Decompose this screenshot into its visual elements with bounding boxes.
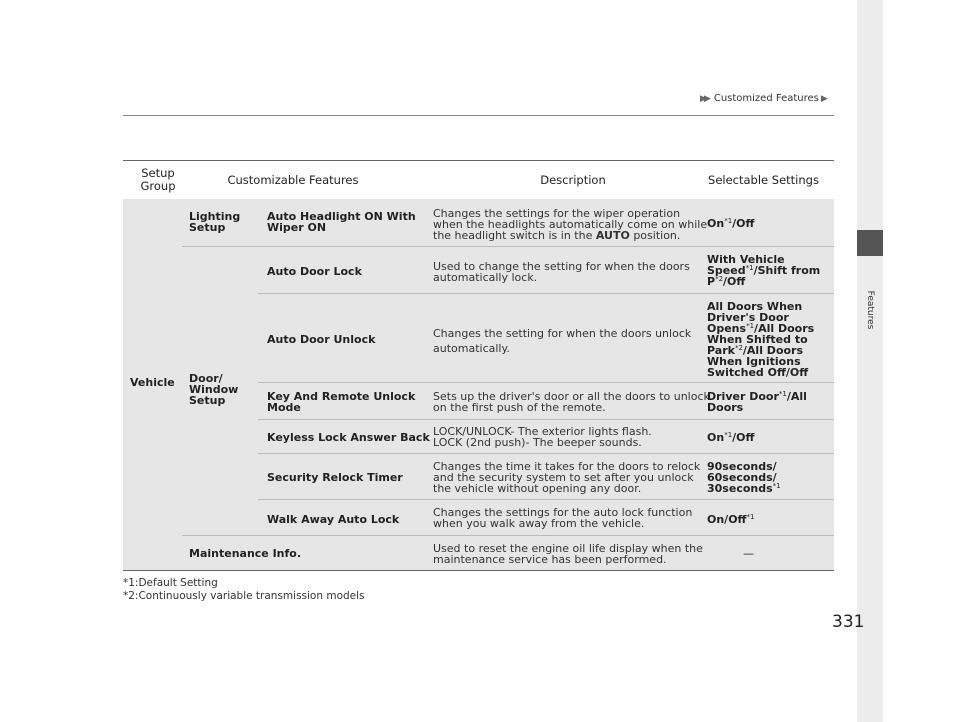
row-separator xyxy=(258,499,834,500)
description-auto-door-lock: Used to change the setting for when the doors automatically lock. xyxy=(433,260,690,284)
footnote-2: *2:Continuously variable transmission models xyxy=(123,590,365,602)
header-customizable-features: Customizable Features xyxy=(227,172,359,187)
description-auto-door-unlock: Changes the setting for when the doors unlock automatically. xyxy=(433,327,692,355)
feature-maintenance-info: Maintenance Info. xyxy=(189,547,302,560)
setting-auto-door-unlock: All Doors When Driver's Door Opens$^{*1}$/All Doors When Shifted to Park$^{*2}$/All Doors When Ignitions Switched Off/Off xyxy=(707,300,815,379)
breadcrumb-text: Customized Features xyxy=(713,93,819,104)
breadcrumb xyxy=(700,93,835,104)
row-separator xyxy=(258,419,834,420)
footnote-1: *1:Default Setting xyxy=(123,577,218,589)
header-selectable-settings: Selectable Settings xyxy=(708,172,819,187)
subgroup-lighting: Lighting Setup xyxy=(189,210,241,234)
setting-key-remote-unlock: Driver Door$^{*1}$/All Doors xyxy=(707,390,807,414)
page-number: 331 xyxy=(832,612,865,632)
table-header xyxy=(123,160,834,200)
feature-keyless-lock-answer-back: Keyless Lock Answer Back xyxy=(267,431,430,444)
setting-walk-away-auto-lock: On/Off$^{*1}$ xyxy=(707,513,755,526)
header-setup-group: Setup Group xyxy=(140,166,176,193)
description-walk-away-auto-lock: Changes the settings for the auto lock function when you walk away from the vehicle. xyxy=(433,506,693,530)
setting-auto-door-lock: With Vehicle Speed$^{*1}$/Shift from $P^{*2}$/Off xyxy=(707,253,821,288)
breadcrumb-arrow-icon: ▶▶ xyxy=(700,94,708,104)
setup-group-vehicle: Vehicle xyxy=(130,376,175,389)
setting-keyless-lock-answer-back: On$^{*1}$/Off xyxy=(707,431,755,444)
description-keyless-lock-answer-back: LOCK/UNLOCK- The exterior lights flash. LOCK (2nd push)- The beeper sounds. xyxy=(433,425,652,449)
sidebar-tab-marker[interactable] xyxy=(857,230,883,256)
sidebar-label: Features xyxy=(865,290,875,330)
feature-walk-away-auto-lock: Walk Away Auto Lock xyxy=(267,513,400,526)
row-separator xyxy=(182,246,834,247)
feature-auto-door-unlock: Auto Door Unlock xyxy=(267,333,376,346)
setting-auto-headlight: On$^{*1}$/Off xyxy=(707,217,755,230)
row-separator xyxy=(258,453,834,454)
feature-auto-door-lock: Auto Door Lock xyxy=(267,265,362,278)
header-description: Description xyxy=(540,172,606,187)
row-separator xyxy=(258,293,834,294)
row-separator xyxy=(258,382,834,383)
setting-maintenance-info: — xyxy=(743,547,754,560)
row-separator xyxy=(182,535,834,536)
feature-key-remote-unlock: Key And Remote Unlock Mode xyxy=(267,390,416,414)
setting-security-relock-timer: 90seconds/ 60seconds/ 30seconds$^{*1}$ xyxy=(707,460,781,495)
breadcrumb-arrow-icon: ▶ xyxy=(820,94,828,104)
description-maintenance-info: Used to reset the engine oil life display when the maintenance service has been performed. xyxy=(433,542,703,566)
description-key-remote-unlock: Sets up the driver's door or all the doors to unlock on the first push of the remote. xyxy=(433,390,710,414)
footnotes xyxy=(123,577,365,603)
subgroup-door-window: Door/ Window Setup xyxy=(189,372,239,407)
description-auto-headlight: Changes the settings for the wiper operation when the headlights automatically come on while the headlight switch is in the AUTO position. xyxy=(433,207,708,242)
header-rule xyxy=(123,115,834,116)
feature-auto-headlight: Auto Headlight ON With Wiper ON xyxy=(267,210,416,234)
description-security-relock-timer: Changes the time it takes for the doors to relock and the security system to set after you unlock the vehicle without opening any door. xyxy=(433,460,701,495)
feature-security-relock-timer: Security Relock Timer xyxy=(267,471,403,484)
